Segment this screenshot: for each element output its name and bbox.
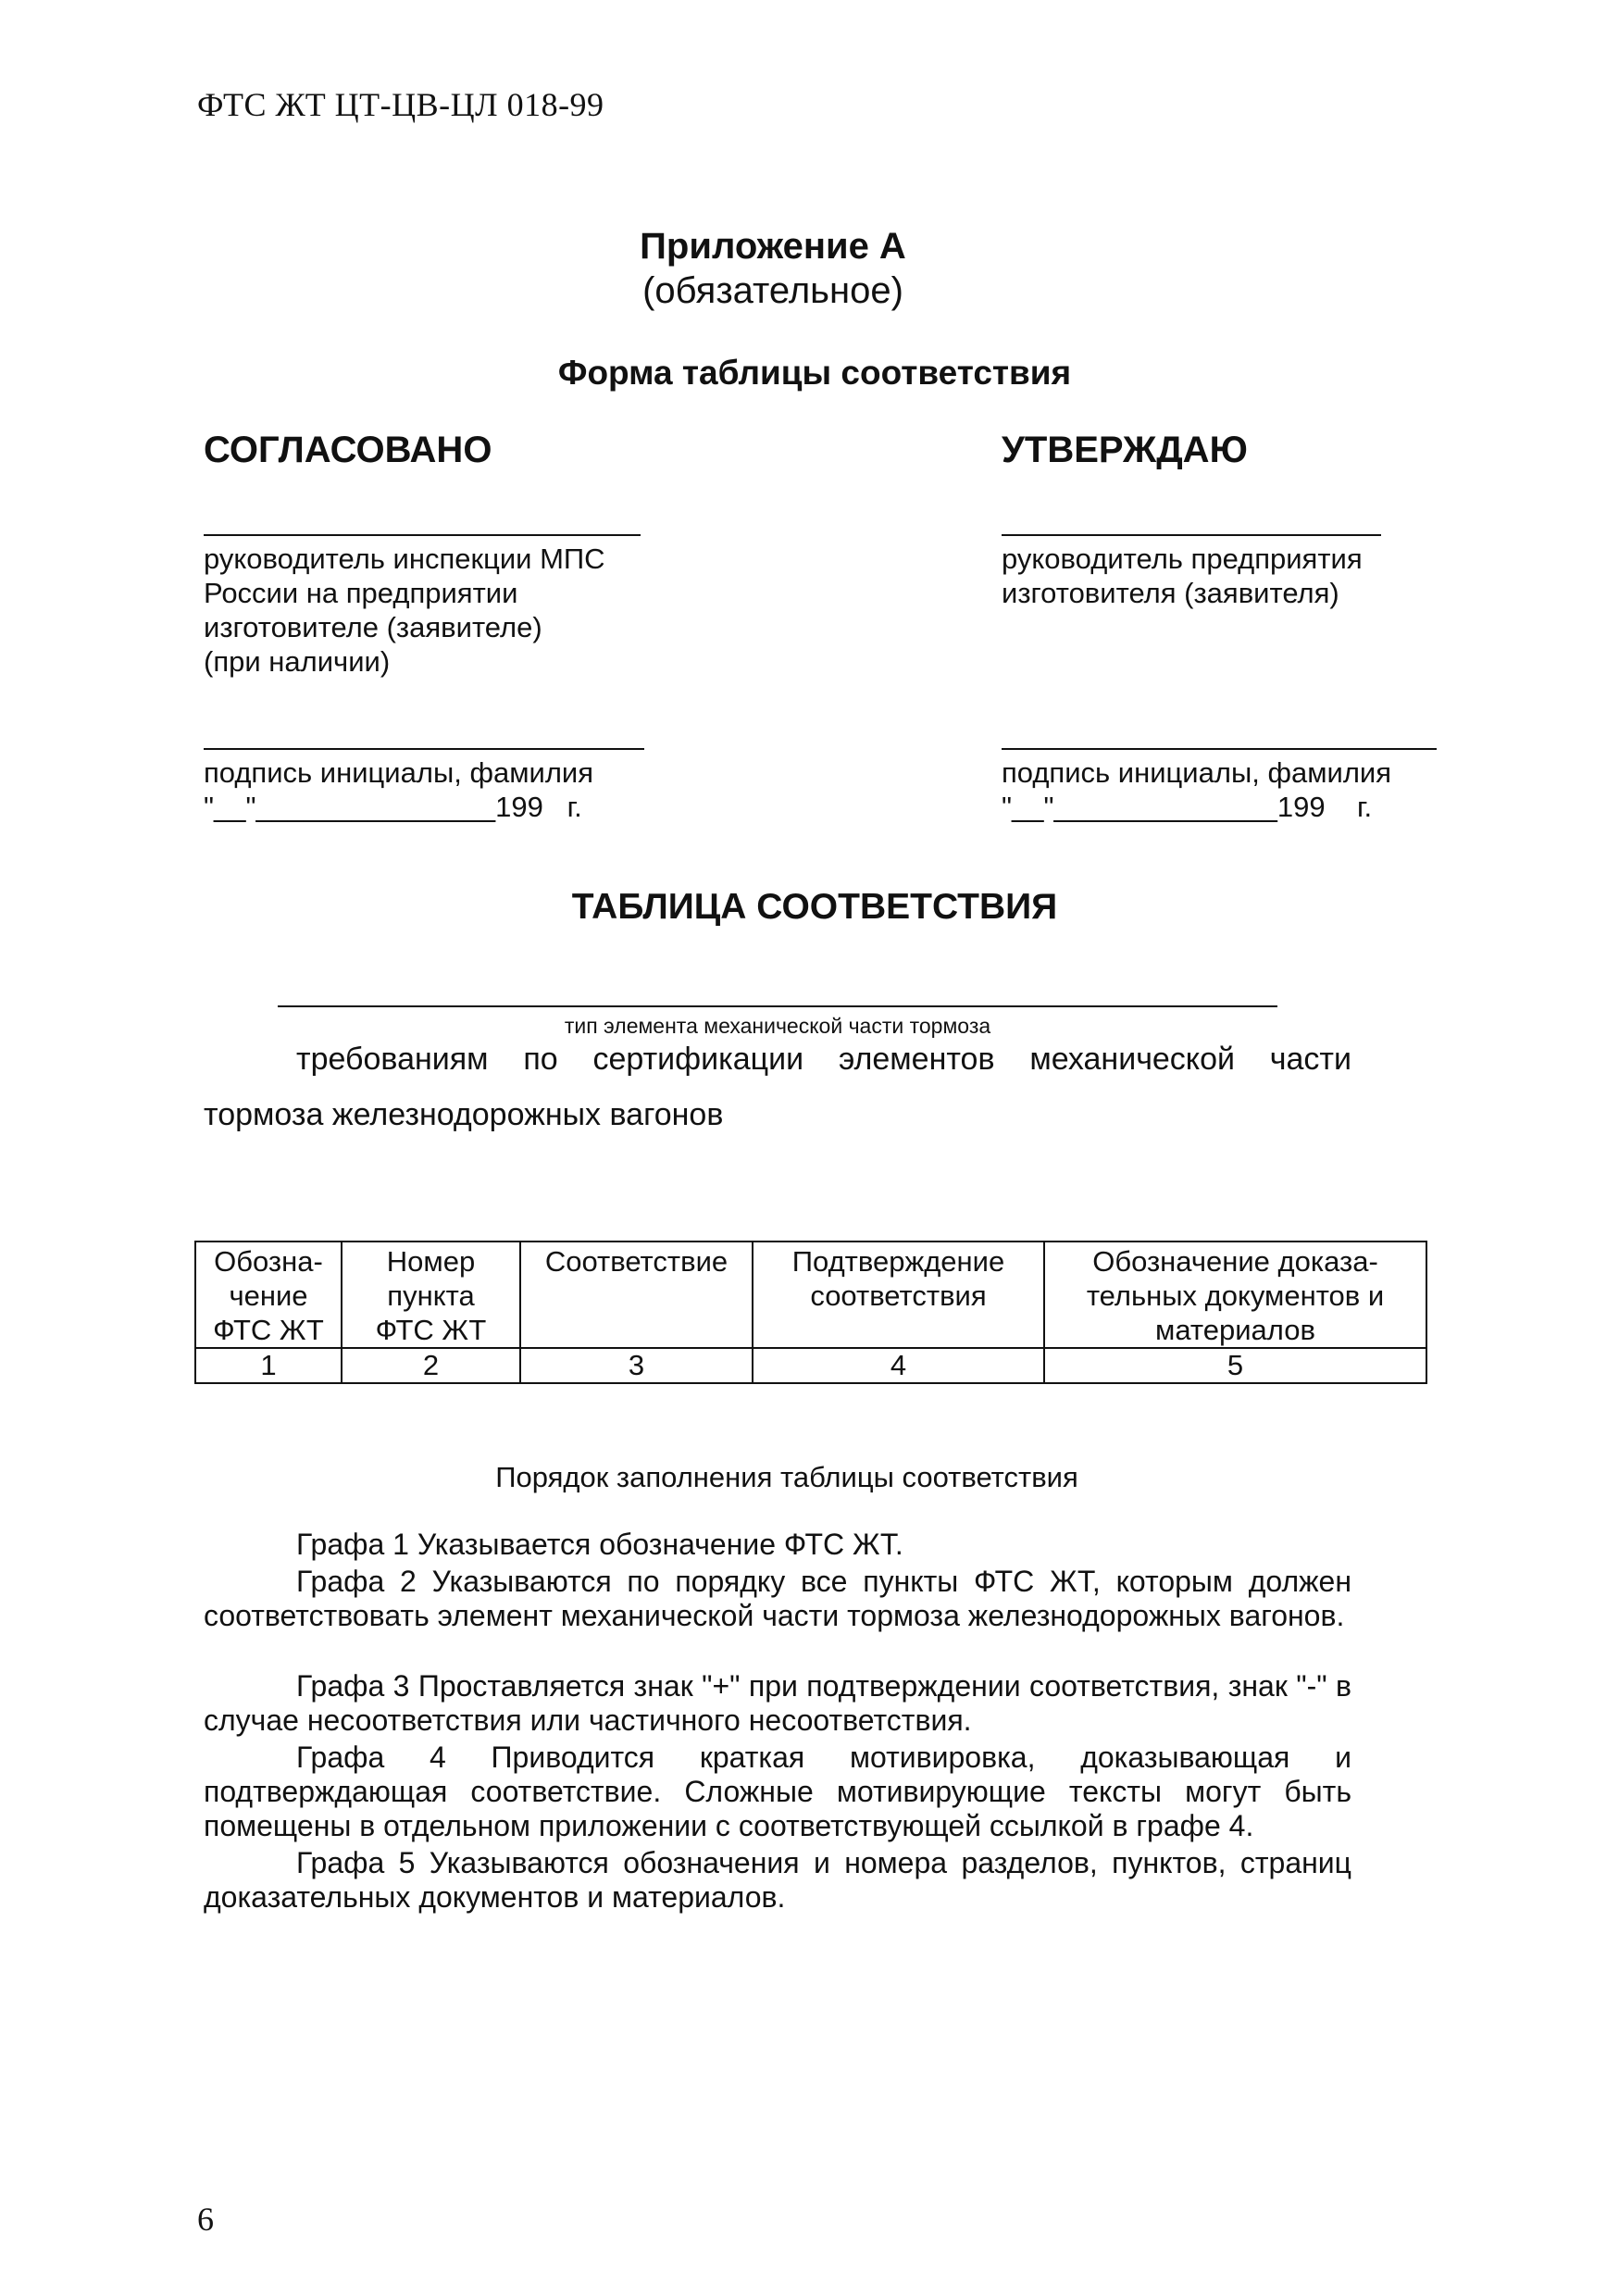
column-header: Обозначение доказа- тельных документов и материалов: [1044, 1242, 1426, 1348]
approved-role-line: [1002, 534, 1381, 536]
requirement-text-line-2: тормоза железнодорожных вагонов: [204, 1097, 724, 1132]
column-number-row: [195, 1348, 1426, 1383]
agreed-heading: СОГЛАСОВАНО: [204, 430, 492, 470]
approved-date: "__"______________199 г.: [1002, 791, 1373, 823]
column-number: 2: [342, 1348, 520, 1383]
page-number: 6: [197, 2201, 214, 2238]
column-header: Соответствие: [520, 1242, 753, 1348]
column-header: Подтверждение соответствия: [753, 1242, 1044, 1348]
requirement-text-line-1: требованиям по сертификации элементов механической части: [296, 1042, 1351, 1077]
instruction-paragraph: Графа 1 Указывается обозначение ФТС ЖТ.: [296, 1528, 903, 1561]
instruction-paragraph: Графа 4 Приводится краткая мотивировка, доказывающая и подтверждающая соответствие. Сложные мотивирующие тексты могут быть помещены в отдельном приложении с соответствующей ссылкой в графе 4.: [204, 1741, 1351, 1842]
approved-signature-line: [1002, 748, 1437, 750]
agreed-signature-caption: подпись инициалы, фамилия: [204, 756, 594, 789]
form-title: Форма таблицы соответствия: [557, 354, 1072, 392]
approved-heading: УТВЕРЖДАЮ: [1002, 430, 1248, 470]
table-title: ТАБЛИЦА СООТВЕТСТВИЯ: [571, 887, 1058, 927]
agreed-signature-line: [204, 748, 644, 750]
table-header-row: [195, 1242, 1426, 1348]
column-header: Номер пункта ФТС ЖТ: [342, 1242, 520, 1348]
instruction-paragraph: Графа 3 Проставляется знак "+" при подтверждении соответствия, знак "-" в случае несоответствия или частичного несоответствия.: [204, 1669, 1351, 1737]
document-code: ФТС ЖТ ЦТ-ЦВ-ЦЛ 018-99: [197, 86, 604, 123]
appendix-title: Приложение А: [640, 226, 906, 267]
instructions-title: Порядок заполнения таблицы соответствия: [495, 1461, 1078, 1493]
agreed-date: "__"_______________199 г.: [204, 791, 582, 823]
agreed-role-line: [204, 534, 641, 536]
column-number: 1: [195, 1348, 342, 1383]
element-type-caption: тип элемента механической части тормоза: [564, 1014, 991, 1038]
agreed-role: руководитель инспекции МПС России на предприятии изготовителе (заявителе) (при наличии): [204, 543, 605, 678]
column-number: 5: [1044, 1348, 1426, 1383]
instruction-paragraph: Графа 2 Указываются по порядку все пункты ФТС ЖТ, которым должен соответствовать элемент механической части тормоза железнодорожных вагонов.: [204, 1565, 1351, 1632]
element-type-line: [278, 1005, 1277, 1007]
appendix-note: (обязательное): [642, 270, 903, 311]
column-number: 4: [753, 1348, 1044, 1383]
approved-signature-caption: подпись инициалы, фамилия: [1002, 756, 1392, 789]
conformity-table: [194, 1241, 1427, 1384]
approved-role: руководитель предприятия изготовителя (заявителя): [1002, 543, 1363, 609]
column-number: 3: [520, 1348, 753, 1383]
instruction-paragraph: Графа 5 Указываются обозначения и номера разделов, пунктов, страниц доказательных документов и материалов.: [204, 1846, 1351, 1914]
column-header: Обозна- чение ФТС ЖТ: [195, 1242, 342, 1348]
